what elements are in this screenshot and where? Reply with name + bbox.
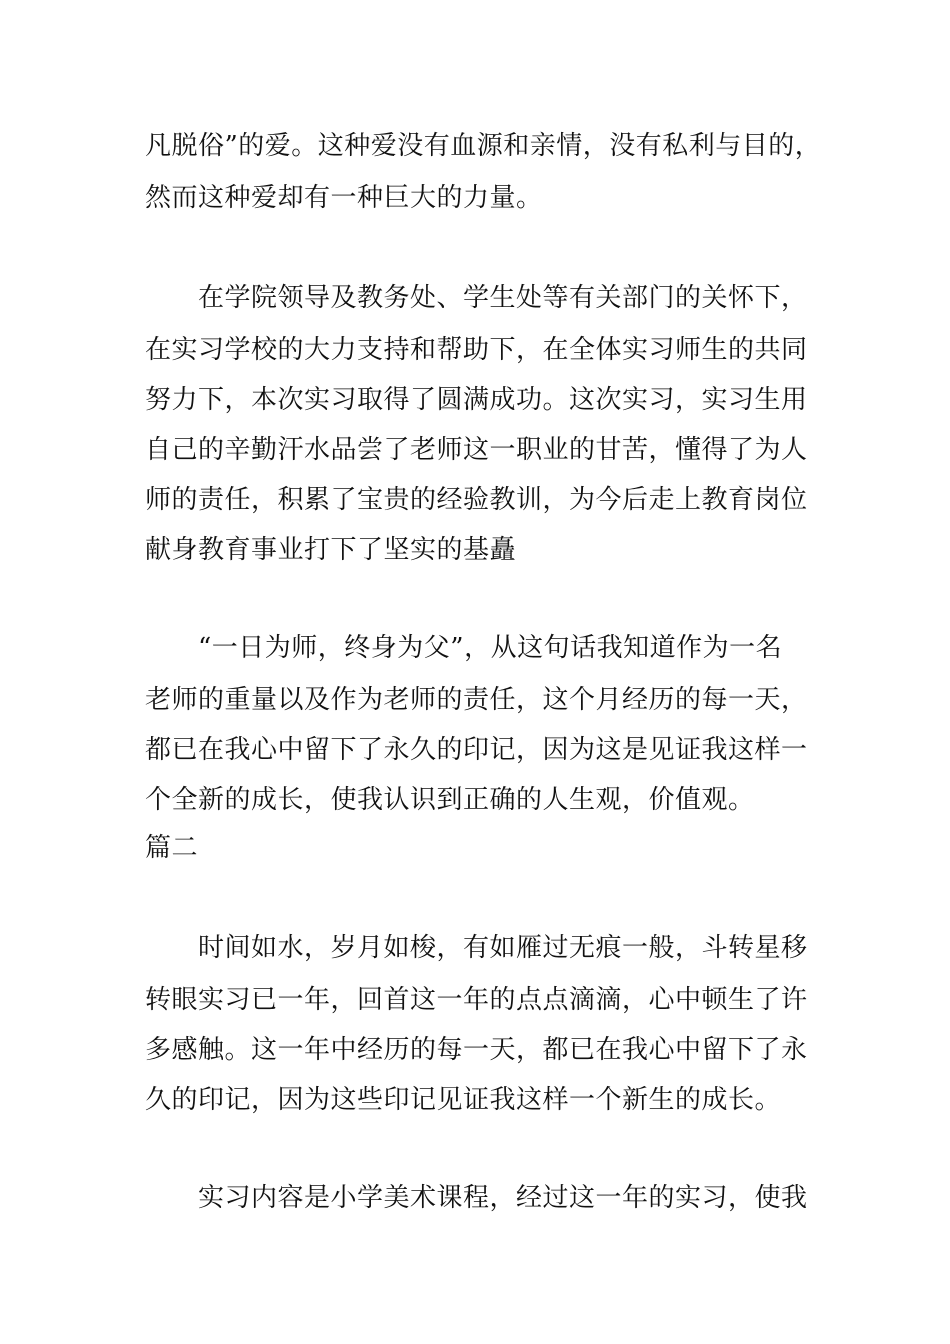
text-line: 在实习学校的大力支持和帮助下，在全体实习师生的共同 bbox=[145, 335, 808, 365]
text-line: 转眼实习已一年，回首这一年的点点滴滴，心中顿生了许 bbox=[145, 985, 808, 1015]
text-line: 然而这种爱却有一种巨大的力量。 bbox=[145, 183, 543, 213]
paragraph-start-line: “一日为师，终身为父”，从这句话我知道作为一名 bbox=[198, 633, 783, 663]
section-heading: 篇二 bbox=[145, 833, 199, 863]
text-line: 都已在我心中留下了永久的印记，因为这是见证我这样一 bbox=[145, 735, 808, 765]
text-line: 老师的重量以及作为老师的责任，这个月经历的每一天， bbox=[145, 685, 808, 715]
text-line: 凡脱俗”的爱。这种爱没有血源和亲情，没有私利与目的， bbox=[145, 131, 822, 161]
text-line: 努力下，本次实习取得了圆满成功。这次实习，实习生用 bbox=[145, 385, 808, 415]
paragraph-start-line: 时间如水，岁月如梭，有如雁过无痕一般，斗转星移 bbox=[198, 933, 808, 963]
text-line: 多感触。这一年中经历的每一天，都已在我心中留下了永 bbox=[145, 1035, 808, 1065]
paragraph-start-line: 实习内容是小学美术课程，经过这一年的实习，使我 bbox=[198, 1183, 808, 1213]
text-line: 师的责任，积累了宝贵的经验教训，为今后走上教育岗位 bbox=[145, 485, 808, 515]
text-line: 自己的辛勤汗水品尝了老师这一职业的甘苦，懂得了为人 bbox=[145, 435, 808, 465]
text-line: 个全新的成长，使我认识到正确的人生观，价值观。 bbox=[145, 785, 755, 815]
text-line: 献身教育事业打下了坚实的基矗 bbox=[145, 535, 517, 565]
paragraph-start-line: 在学院领导及教务处、学生处等有关部门的关怀下， bbox=[198, 283, 808, 313]
text-line: 久的印记，因为这些印记见证我这样一个新生的成长。 bbox=[145, 1085, 782, 1115]
